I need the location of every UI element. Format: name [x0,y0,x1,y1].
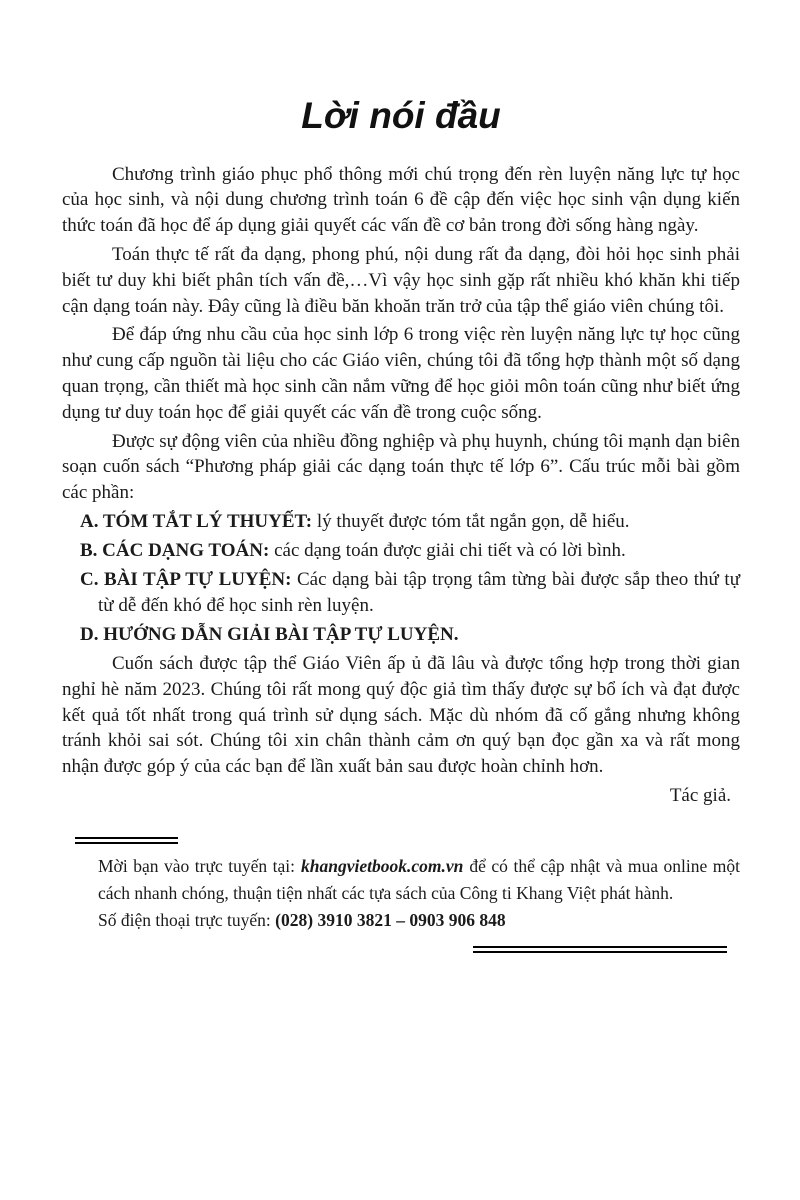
publisher-note [62,853,740,934]
structure-item-b [62,538,740,564]
structure-list [62,509,740,648]
phone-label: Số điện thoại trực tuyến: [98,909,276,930]
divider-bottom-right [473,946,727,953]
item-d-heading: D. HƯỚNG DẪN GIẢI BÀI TẬP TỰ LUYỆN. [80,623,459,645]
structure-item-d [62,622,740,648]
item-a-heading: A. TÓM TẮT LÝ THUYẾT: [80,510,313,532]
item-b-heading: B. CÁC DẠNG TOÁN: [80,539,270,561]
item-c-heading: C. BÀI TẬP TỰ LUYỆN: [80,568,292,590]
preface-paragraph-1: Chương trình giáo phục phổ thông mới chú trọng đến rèn luyện năng lực tự học của học sinh, và nội dung chương trình toán 6 đề cập đến việc học sinh vận dụng kiến thức toán đã học để áp dụng giải quyết các vấn đề cơ bản trong đời sống hàng ngày. [62,163,740,237]
structure-item-a [62,509,740,535]
note-intro-prefix: Mời bạn vào trực tuyến tại: [98,855,296,876]
page-title: Lời nói đầu [301,95,501,136]
structure-item-c [62,567,740,619]
preface-paragraph-4: Được sự động viên của nhiều đồng nghiệp và phụ huynh, chúng tôi mạnh dạn biên soạn cuốn sách “Phương pháp giải các dạng toán thực tế lớp 6”. Cấu trúc mỗi bài gồm các phần: [62,430,740,504]
preface-paragraph-5: Cuốn sách được tập thể Giáo Viên ấp ủ đã lâu và được tổng hợp trong thời gian nghỉ hè năm 2023. Chúng tôi rất mong quý độc giả tìm thấy được sự bổ ích và đạt được kết quả tốt nhất trong quá trình sử dụng sách. Mặc dù nhóm đã cố gắng nhưng không tránh khỏi sai sót. Chúng tôi xin chân thành cảm ơn quý bạn đọc gần xa và rất mong nhận được góp ý của các bạn để lần xuất bản sau được hoàn chỉnh hơn. [62,652,740,778]
author-signature: Tác giả. [669,784,731,806]
note-intro-suffix: để có thể cập nhật và mua online một cách nhanh chóng, thuận tiện nhất các tựa sách của Công ti Khang Việt phát hành. [98,855,740,903]
website-link: khangvietbook.com.vn [301,855,464,876]
item-c-text: Các dạng bài tập trọng tâm từng bài được sắp theo thứ tự từ dễ đến khó để học sinh rèn luyện. [98,568,740,616]
phone-line [98,907,740,934]
phone-numbers: (028) 3910 3821 – 0903 906 848 [275,909,506,930]
divider-top-left [75,837,178,844]
item-b-text: các dạng toán được giải chi tiết và có lời bình. [269,539,626,561]
preface-paragraph-2: Toán thực tế rất đa dạng, phong phú, nội dung rất đa dạng, đòi hỏi học sinh phải biết tư duy khi biết phân tích vấn đề,…Vì vậy học sinh gặp rất nhiều khó khăn khi tiếp cận dạng toán này. Đây cũng là điều băn khoăn trăn trở của tập thể giáo viên chúng tôi. [62,243,740,317]
publisher-note-text [98,853,740,907]
preface-paragraph-3: Để đáp ứng nhu cầu của học sinh lớp 6 trong việc rèn luyện năng lực tự học cũng như cung cấp nguồn tài liệu cho các Giáo viên, chúng tôi đã tổng hợp thành một số dạng quan trọng, cần thiết mà học sinh cần nắm vững để học giỏi môn toán cũng như biết ứng dụng tư duy toán học để giải quyết các vấn đề trong cuộc sống. [62,324,740,423]
item-a-text: lý thuyết được tóm tắt ngắn gọn, dễ hiểu. [312,510,630,532]
